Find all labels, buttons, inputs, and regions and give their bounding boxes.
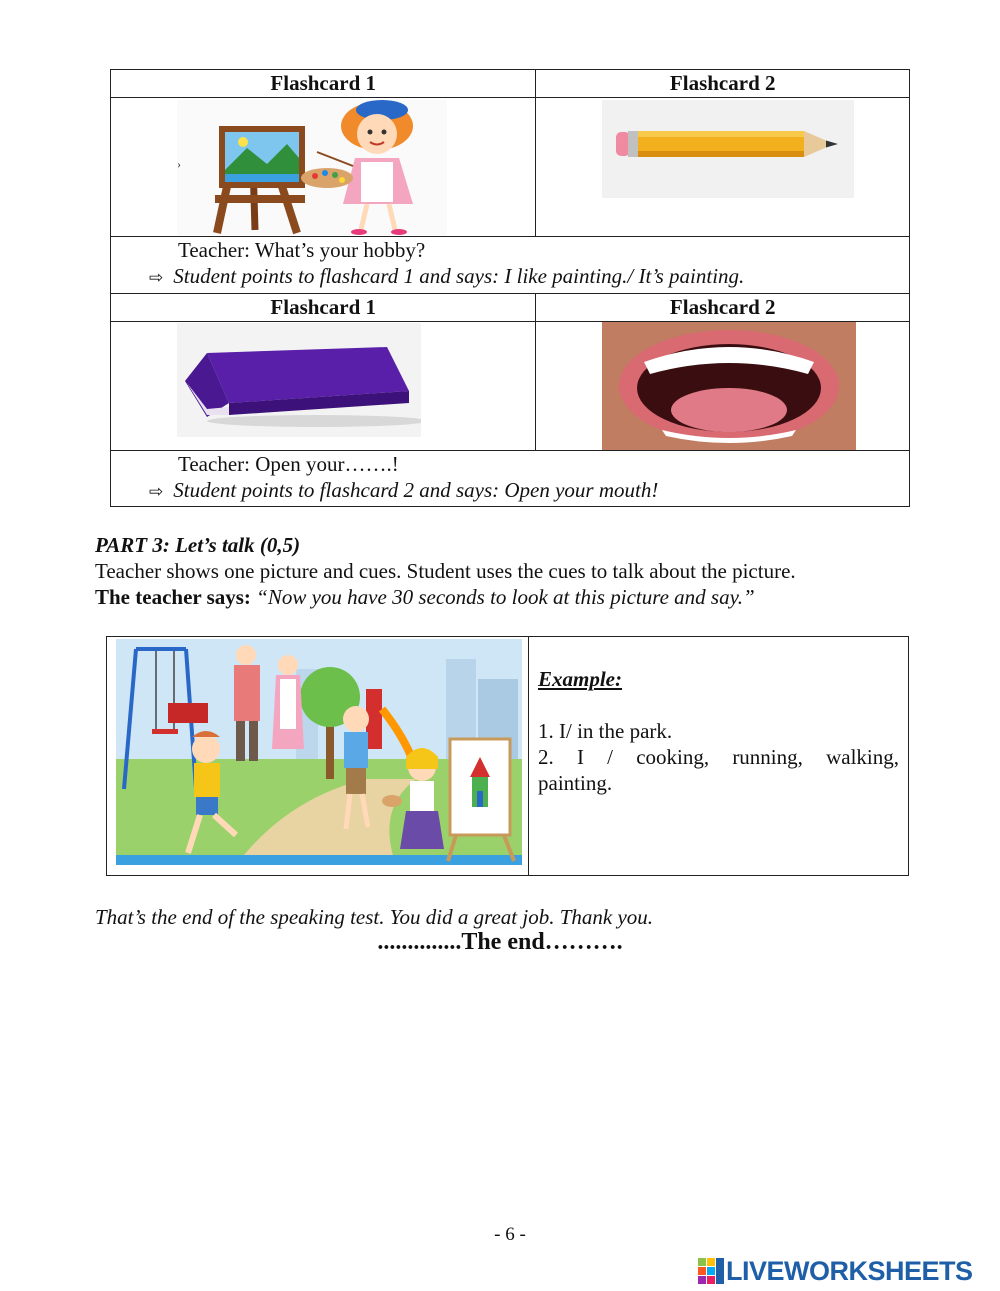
student-line-2-text: Student points to flashcard 2 and says: Open your mouth!	[173, 478, 659, 502]
flashcard-2-header: Flashcard 2	[536, 294, 910, 322]
closing-text: That’s the end of the speaking test. You did a great job. Thank you.	[95, 905, 654, 929]
flashcard-2-cell	[536, 322, 910, 451]
liveworksheets-logo[interactable]	[698, 1256, 973, 1286]
dialog-row-1	[111, 237, 910, 294]
student-line-2	[149, 477, 658, 505]
pencil-image	[602, 100, 854, 198]
student-line-1	[149, 263, 744, 291]
cue-2-line	[538, 745, 899, 770]
arrow-right-icon: ⇨	[149, 268, 164, 287]
part3-title: PART 3: Let’s talk (0,5)	[95, 533, 301, 557]
flashcard-table-1	[110, 69, 910, 507]
divider	[528, 637, 529, 875]
the-end-text: ..............The end……….	[377, 929, 623, 955]
cue-2-continued: painting.	[538, 771, 613, 795]
dialog-row-2	[111, 451, 910, 507]
part3-instruction: Teacher shows one picture and cues. Student uses the cues to talk about the picture.	[95, 559, 796, 583]
cue-2-number: 2.	[538, 745, 554, 769]
teacher-line-1: Teacher: What’s your hobby?	[178, 238, 426, 262]
cue-2-word: running,	[732, 745, 803, 769]
open-mouth-image	[602, 322, 856, 450]
svg-text:›: ›	[177, 157, 181, 171]
example-label: Example:	[538, 667, 622, 691]
flashcard-2-cell	[536, 98, 910, 237]
book-image	[177, 323, 421, 437]
cue-2-word: cooking,	[636, 745, 710, 769]
teacher-says-label: The teacher says:	[95, 585, 251, 609]
flashcard-1-header: Flashcard 1	[111, 70, 536, 98]
logo-grid-icon	[698, 1258, 724, 1284]
cue-2-word: walking,	[826, 745, 899, 769]
teacher-says-text: “Now you have 30 seconds to look at this picture and say.”	[256, 585, 755, 609]
cue-1: 1. I/ in the park.	[538, 719, 673, 743]
cue-2-word: I	[576, 745, 584, 769]
arrow-right-icon: ⇨	[149, 482, 164, 501]
painting-girl-image	[177, 100, 447, 235]
picture-cue-box	[106, 636, 909, 876]
flashcard-1-header: Flashcard 1	[111, 294, 536, 322]
park-scene-image	[116, 639, 522, 865]
student-line-1-text: Student points to flashcard 1 and says: I like painting./ It’s painting.	[173, 264, 745, 288]
flashcard-1-cell	[111, 98, 536, 237]
flashcard-1-cell	[111, 322, 536, 451]
flashcard-2-header: Flashcard 2	[536, 70, 910, 98]
teacher-says-line	[95, 585, 755, 610]
page-number: - 6 -	[494, 1224, 526, 1245]
cue-2-word: /	[607, 745, 613, 769]
teacher-line-2: Teacher: Open your…….!	[178, 452, 399, 476]
logo-text: LIVEWORKSHEETS	[726, 1255, 973, 1286]
